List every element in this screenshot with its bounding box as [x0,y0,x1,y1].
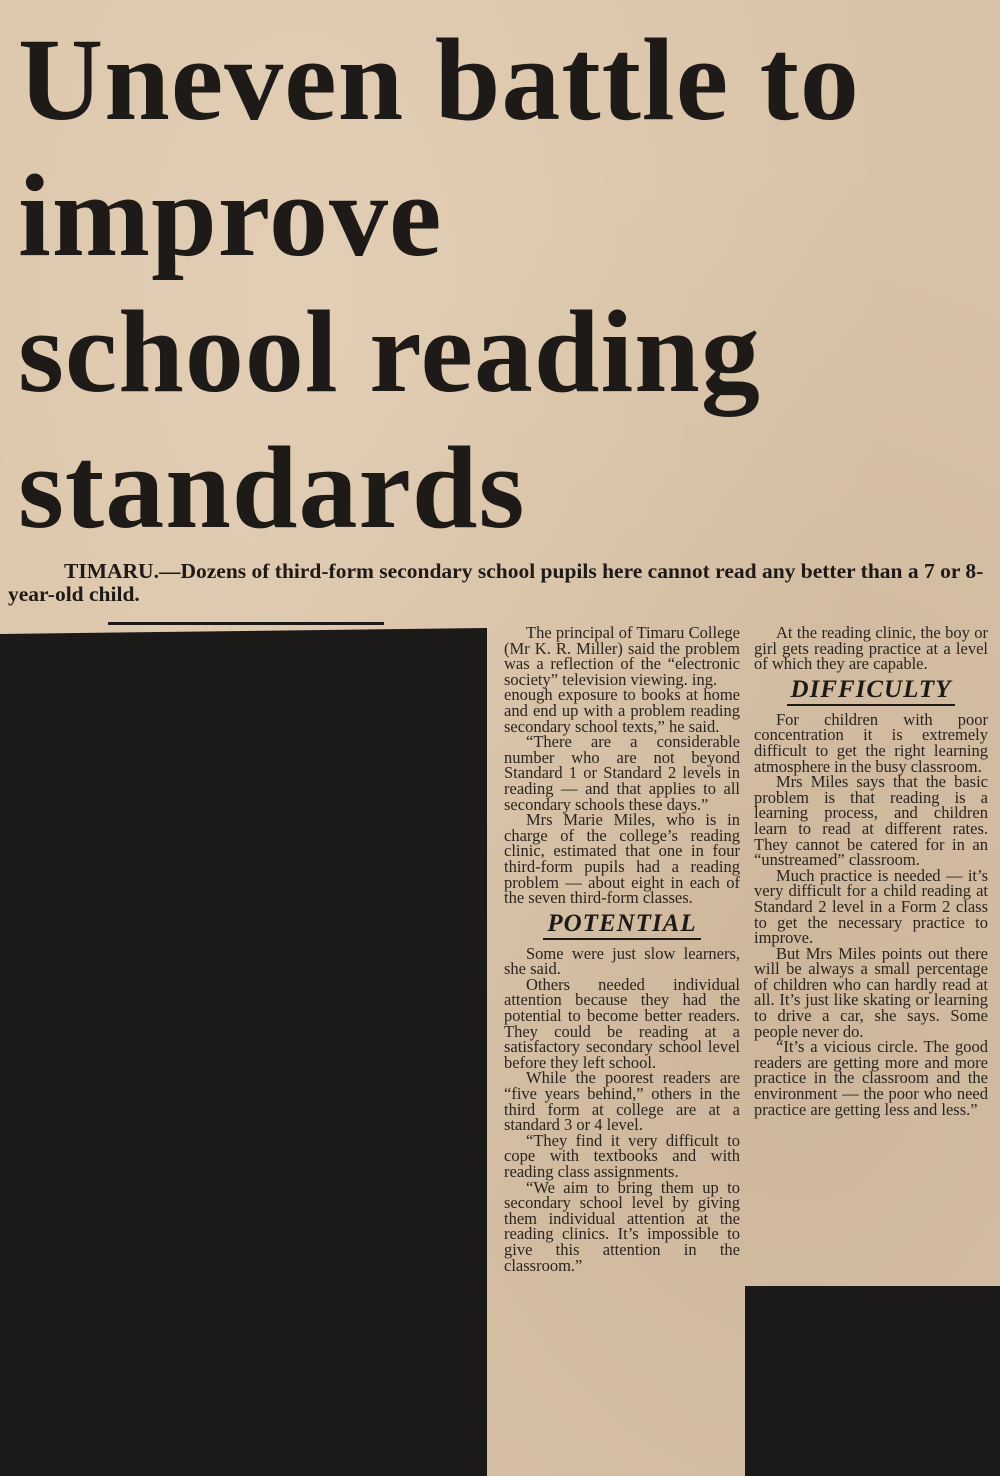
column-2-paragraph: At the reading clinic, the boy or girl gets reading practice at a level of which they are capable. [754,623,988,674]
headline-line-2: improve [18,150,443,281]
cutout-area-left [0,635,487,1476]
article-column-2 [754,625,988,1117]
subhead-difficulty [754,675,988,703]
headline-line-3: school reading [18,286,761,417]
headline [18,12,988,556]
column-1-paragraph: “They find it very difficult to cope with textbooks and with reading class assignments. [504,1130,740,1181]
column-1-paragraph: While the poorest readers are “five years behind,” others in the third form at college are at a standard 3 or 4 level. [504,1068,740,1135]
column-2-paragraph: “It’s a vicious circle. The good readers are getting more and more practice in the classroom and the environment — the poor who need practice are getting less and less.” [754,1037,988,1119]
column-1-paragraph: The principal of Timaru College (Mr K. R. Miller) said the problem was a reflection of the “electronic society” television viewing. ing. [504,623,740,689]
column-1-paragraph: Others needed individual attention because they had the potential to become better readers. They could be reading at a satisfactory secondary school level before they left school. [504,974,740,1072]
article-column-1 [504,625,740,1273]
column-1-paragraph: “There are a considerable number who are not beyond Standard 1 or Standard 2 levels in reading — and that applies to all secondary schools these days.” [504,732,740,814]
cutout-area-right [745,1286,1000,1476]
lead-paragraph: TIMARU.—Dozens of third-form secondary school pupils here cannot read any better than a 7 or 8-year-old child. [8,559,984,606]
column-1-paragraph: Some were just slow learners, she said. [504,943,740,979]
column-2-paragraph: Mrs Miles says that the basic problem is that reading is a learning process, and children learn to read at different rates. They cannot be catered for in an “unstreamed” classroom. [754,772,988,870]
column-1-paragraph: “We aim to bring them up to secondary school level by giving them individual attention at the reading clinics. It’s impossible to give this attention in the classroom.” [504,1177,740,1275]
headline-line-4: standards [18,422,526,553]
subhead-difficulty-text: DIFFICULTY [787,676,956,706]
headline-line-1: Uneven battle to [18,14,860,145]
column-2-paragraph: Much practice is needed — it’s very difficult for a child reading at Standard 2 level in a Form 2 class to get the necessary practice to improve. [754,865,988,948]
column-1-paragraph: Mrs Marie Miles, who is in charge of the college’s reading clinic, estimated that one in four third-form pupils had a reading problem — about eight in each of the seven third-form classes. [504,810,740,908]
column-2-paragraph: But Mrs Miles points out there will be always a small percentage of children who can hardly read at all. It’s just like skating or learning to drive a car, she says. Some people never do. [754,943,988,1041]
column-1-paragraph: enough exposure to books at home and end up with a problem reading secondary school texts,” he said. [504,685,740,736]
divider-rule [108,622,384,625]
column-2-paragraph: For children with poor concentration it is extremely difficult to get the right learning atmosphere in the busy classroom. [754,709,988,776]
subhead-potential [504,909,740,937]
subhead-potential-text: POTENTIAL [543,910,700,940]
